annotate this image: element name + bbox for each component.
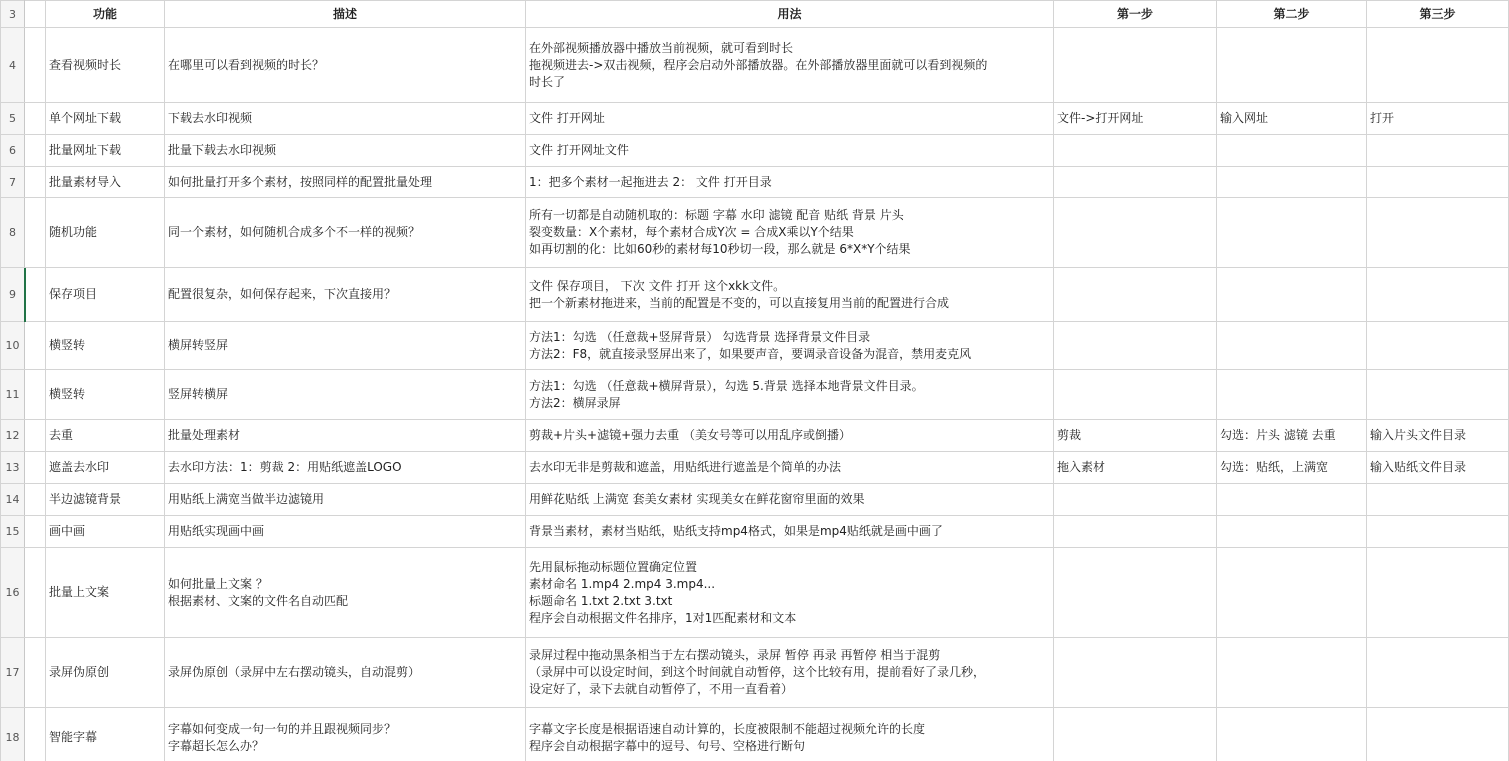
usage-line: 剪裁+片头+滤镜+强力去重 （美女号等可以用乱序或倒播） [529, 428, 851, 442]
step2-cell[interactable] [1217, 708, 1367, 761]
desc-line: 批量处理素材 [168, 428, 241, 442]
step1-cell[interactable] [1054, 370, 1217, 420]
row-header[interactable]: 11 [1, 370, 25, 420]
description-cell[interactable] [165, 484, 526, 516]
step2-cell[interactable] [1217, 638, 1367, 708]
usage-line: 时长了 [529, 74, 566, 89]
table-row [1, 167, 1509, 198]
step2-cell[interactable]: 勾选：片头 滤镜 去重 [1217, 420, 1367, 452]
desc-line: 在哪里可以看到视频的时长？ [168, 57, 325, 72]
usage-cell[interactable] [526, 198, 1054, 268]
step3-cell[interactable] [1367, 135, 1509, 167]
row-header[interactable]: 5 [1, 103, 25, 135]
row-header[interactable]: 7 [1, 167, 25, 198]
step1-cell[interactable]: 拖入素材 [1054, 452, 1217, 484]
step2-cell[interactable] [1217, 370, 1367, 420]
step3-cell[interactable] [1367, 484, 1509, 516]
table-row [1, 548, 1509, 638]
table-row [1, 420, 1509, 452]
feature-cell[interactable]: 保存项目 [46, 268, 165, 322]
usage-line: 文件 打开网址 [529, 111, 605, 125]
step2-cell[interactable] [1217, 167, 1367, 198]
empty-cell[interactable] [25, 198, 46, 268]
usage-line: 去水印无非是剪裁和遮盖，用贴纸进行遮盖是个简单的办法 [529, 460, 842, 474]
step2-cell[interactable] [1217, 28, 1367, 103]
row-header[interactable]: 6 [1, 135, 25, 167]
usage-cell[interactable] [526, 708, 1054, 761]
desc-line: 同一个素材，如何随机合成多个不一样的视频？ [168, 225, 421, 239]
feature-cell[interactable]: 智能字幕 [46, 708, 165, 761]
usage-cell[interactable] [526, 370, 1054, 420]
description-cell[interactable] [165, 548, 526, 638]
usage-cell[interactable] [526, 638, 1054, 708]
usage-cell[interactable] [526, 420, 1054, 452]
step3-cell[interactable]: 输入贴纸文件目录 [1367, 452, 1509, 484]
table-row [1, 103, 1509, 135]
step1-cell[interactable] [1054, 28, 1217, 103]
step3-cell[interactable]: 输入片头文件目录 [1367, 420, 1509, 452]
desc-line: 用贴纸上满宽当做半边滤镜用 [168, 492, 325, 506]
row-header[interactable]: 10 [1, 322, 25, 370]
usage-line: （录屏中可以设定时间，到这个时间就自动暂停，这个比较有用，提前看好了录几秒， [529, 665, 986, 679]
step1-cell[interactable]: 剪裁 [1054, 420, 1217, 452]
description-cell[interactable] [165, 370, 526, 420]
usage-cell[interactable] [526, 484, 1054, 516]
desc-line: 字幕如何变成一句一句的并且跟视频同步？ [168, 721, 397, 736]
row-header[interactable]: 14 [1, 484, 25, 516]
empty-cell[interactable] [25, 28, 46, 103]
step1-cell[interactable] [1054, 198, 1217, 268]
description-cell[interactable] [165, 268, 526, 322]
empty-cell[interactable] [25, 516, 46, 548]
usage-cell[interactable] [526, 103, 1054, 135]
usage-cell[interactable] [526, 167, 1054, 198]
feature-cell[interactable]: 批量网址下载 [46, 135, 165, 167]
description-cell[interactable] [165, 103, 526, 135]
description-cell[interactable] [165, 420, 526, 452]
step1-cell[interactable] [1054, 135, 1217, 167]
usage-cell[interactable] [526, 28, 1054, 103]
table-row [1, 322, 1509, 370]
header-usage[interactable]: 用法 [526, 1, 1054, 28]
empty-cell[interactable] [25, 322, 46, 370]
usage-cell[interactable] [526, 268, 1054, 322]
usage-line: 标题命名 1.txt 2.txt 3.txt [529, 593, 673, 608]
step3-cell[interactable]: 打开 [1367, 103, 1509, 135]
usage-line: 方法2：横屏录屏 [529, 395, 621, 410]
empty-cell[interactable] [25, 370, 46, 420]
usage-line: 文件 打开网址文件 [529, 143, 629, 157]
usage-line: 裂变数量：X个素材，每个素材合成Y次 = 合成X乘以Y个结果 [529, 225, 854, 239]
description-cell[interactable] [165, 135, 526, 167]
empty-cell[interactable] [25, 452, 46, 484]
desc-line: 批量下载去水印视频 [168, 143, 277, 157]
step2-cell[interactable] [1217, 322, 1367, 370]
step3-cell[interactable] [1367, 548, 1509, 638]
feature-cell[interactable]: 录屏伪原创 [46, 638, 165, 708]
step1-cell[interactable] [1054, 708, 1217, 761]
step2-cell[interactable] [1217, 198, 1367, 268]
desc-line: 录屏伪原创（录屏中左右摆动镜头，自动混剪） [168, 665, 421, 679]
step1-cell[interactable] [1054, 516, 1217, 548]
desc-line: 配置很复杂，如何保存起来，下次直接用？ [168, 287, 397, 301]
empty-cell[interactable] [25, 638, 46, 708]
feature-cell[interactable]: 遮盖去水印 [46, 452, 165, 484]
usage-line: 所有一切都是自动随机取的：标题 字幕 水印 滤镜 配音 贴纸 背景 片头 [529, 208, 904, 222]
table-row [1, 198, 1509, 268]
empty-cell[interactable] [25, 420, 46, 452]
feature-cell[interactable]: 单个网址下载 [46, 103, 165, 135]
selected-row-marker [24, 268, 26, 322]
usage-line: 录屏过程中拖动黑条相当于左右摆动镜头，录屏 暂停 再录 再暂停 相当于混剪 [529, 648, 941, 662]
table-row [1, 268, 1509, 322]
usage-line: 程序会自动根据字幕中的逗号、句号、空格进行断句 [529, 738, 806, 753]
table-row [1, 28, 1509, 103]
row-header[interactable]: 13 [1, 452, 25, 484]
usage-line: 在外部视频播放器中播放当前视频，就可看到时长 [529, 40, 794, 55]
description-cell[interactable] [165, 28, 526, 103]
feature-cell[interactable]: 画中画 [46, 516, 165, 548]
empty-cell[interactable] [25, 1, 46, 28]
description-cell[interactable] [165, 638, 526, 708]
table-row [1, 484, 1509, 516]
step3-cell[interactable] [1367, 198, 1509, 268]
step3-cell[interactable] [1367, 708, 1509, 761]
usage-line: 先用鼠标拖动标题位置确定位置 [529, 559, 698, 574]
empty-cell[interactable] [25, 708, 46, 761]
usage-line: 方法1：勾选 （任意裁+竖屏背景） 勾选背景 选择背景文件目录 [529, 329, 871, 344]
usage-line: 拖视频进去->双击视频，程序会启动外部播放器。在外部播放器里面就可以看到视频的 [529, 57, 988, 72]
desc-line: 如何批量打开多个素材，按照同样的配置批量处理 [168, 174, 433, 189]
step2-cell[interactable]: 勾选：贴纸，上满宽 [1217, 452, 1367, 484]
empty-cell[interactable] [25, 135, 46, 167]
table-row [1, 638, 1509, 708]
empty-cell[interactable] [25, 167, 46, 198]
desc-line: 用贴纸实现画中画 [168, 524, 265, 538]
empty-cell[interactable] [25, 103, 46, 135]
table-row [1, 135, 1509, 167]
step1-cell[interactable]: 文件->打开网址 [1054, 103, 1217, 135]
feature-cell[interactable]: 横竖转 [46, 322, 165, 370]
feature-cell[interactable]: 随机功能 [46, 198, 165, 268]
desc-line: 字幕超长怎么办？ [168, 738, 265, 753]
feature-cell[interactable]: 半边滤镜背景 [46, 484, 165, 516]
table-row [1, 516, 1509, 548]
step3-cell[interactable] [1367, 516, 1509, 548]
feature-cell[interactable]: 批量上文案 [46, 548, 165, 638]
desc-line: 去水印方法：1：剪裁 2：用贴纸遮盖LOGO [168, 460, 402, 474]
step1-cell[interactable] [1054, 638, 1217, 708]
feature-cell[interactable]: 去重 [46, 420, 165, 452]
row-header[interactable]: 17 [1, 638, 25, 708]
desc-line: 下载去水印视频 [168, 111, 253, 125]
step2-cell[interactable] [1217, 135, 1367, 167]
usage-line: 背景当素材，素材当贴纸，贴纸支持mp4格式，如果是mp4贴纸就是画中画了 [529, 524, 943, 538]
row-header[interactable]: 3 [1, 1, 25, 28]
table-row [1, 370, 1509, 420]
empty-cell[interactable] [25, 484, 46, 516]
usage-line: 方法1：勾选 （任意裁+横屏背景），勾选 5.背景 选择本地背景文件目录。 [529, 378, 924, 393]
header-feature[interactable]: 功能 [46, 1, 165, 28]
usage-cell[interactable] [526, 322, 1054, 370]
usage-line: 程序会自动根据文件名排序，1对1匹配素材和文本 [529, 610, 797, 625]
header-row [1, 1, 1509, 28]
description-cell[interactable] [165, 167, 526, 198]
usage-line: 1：把多个素材一起拖进去 2： 文件 打开目录 [529, 174, 772, 189]
step2-cell[interactable] [1217, 548, 1367, 638]
step3-cell[interactable] [1367, 638, 1509, 708]
row-header[interactable]: 9 [1, 268, 25, 322]
feature-cell[interactable]: 横竖转 [46, 370, 165, 420]
row-header[interactable]: 4 [1, 28, 25, 103]
step2-cell[interactable] [1217, 516, 1367, 548]
usage-cell[interactable] [526, 452, 1054, 484]
step1-cell[interactable] [1054, 167, 1217, 198]
step3-cell[interactable] [1367, 268, 1509, 322]
usage-line: 字幕文字长度是根据语速自动计算的，长度被限制不能超过视频允许的长度 [529, 721, 926, 736]
step3-cell[interactable] [1367, 28, 1509, 103]
header-step3[interactable]: 第三步 [1367, 1, 1509, 28]
row-header[interactable]: 15 [1, 516, 25, 548]
header-description[interactable]: 描述 [165, 1, 526, 28]
desc-line: 横屏转竖屏 [168, 338, 229, 352]
feature-cell[interactable]: 查看视频时长 [46, 28, 165, 103]
step2-cell[interactable] [1217, 484, 1367, 516]
usage-line: 设定好了，录下去就自动暂停了，不用一直看着） [529, 682, 794, 696]
desc-line: 竖屏转横屏 [168, 387, 229, 401]
feature-cell[interactable]: 批量素材导入 [46, 167, 165, 198]
step3-cell[interactable] [1367, 370, 1509, 420]
row-header[interactable]: 18 [1, 708, 25, 761]
desc-line: 根据素材、文案的文件名自动匹配 [168, 593, 349, 608]
usage-line: 文件 保存项目， 下次 文件 打开 这个xkk文件。 [529, 278, 786, 293]
usage-line: 用鲜花贴纸 上满宽 套美女素材 实现美女在鲜花窗帘里面的效果 [529, 492, 865, 506]
step1-cell[interactable] [1054, 548, 1217, 638]
step1-cell[interactable] [1054, 484, 1217, 516]
usage-line: 如再切割的化：比如60秒的素材每10秒切一段，那么就是 6*X*Y个结果 [529, 242, 911, 256]
description-cell[interactable] [165, 708, 526, 761]
empty-cell[interactable] [25, 268, 46, 322]
description-cell[interactable] [165, 198, 526, 268]
description-cell[interactable] [165, 516, 526, 548]
usage-line: 方法2：F8，就直接录竖屏出来了，如果要声音，要调录音设备为混音，禁用麦克风 [529, 346, 972, 361]
usage-line: 把一个新素材拖进来，当前的配置是不变的，可以直接复用当前的配置进行合成 [529, 295, 950, 310]
description-cell[interactable] [165, 322, 526, 370]
row-header[interactable]: 8 [1, 198, 25, 268]
row-header[interactable]: 16 [1, 548, 25, 638]
step2-cell[interactable] [1217, 268, 1367, 322]
table-row [1, 452, 1509, 484]
empty-cell[interactable] [25, 548, 46, 638]
row-header[interactable]: 12 [1, 420, 25, 452]
step3-cell[interactable] [1367, 322, 1509, 370]
description-cell[interactable] [165, 452, 526, 484]
step1-cell[interactable] [1054, 322, 1217, 370]
desc-line: 如何批量上文案 ？ [168, 576, 268, 591]
step1-cell[interactable] [1054, 268, 1217, 322]
usage-cell[interactable] [526, 516, 1054, 548]
step2-cell[interactable]: 输入网址 [1217, 103, 1367, 135]
header-step2[interactable]: 第二步 [1217, 1, 1367, 28]
usage-line: 素材命名 1.mp4 2.mp4 3.mp4... [529, 576, 716, 591]
usage-cell[interactable] [526, 548, 1054, 638]
usage-cell[interactable] [526, 135, 1054, 167]
table-row [1, 708, 1509, 761]
header-step1[interactable]: 第一步 [1054, 1, 1217, 28]
step3-cell[interactable] [1367, 167, 1509, 198]
